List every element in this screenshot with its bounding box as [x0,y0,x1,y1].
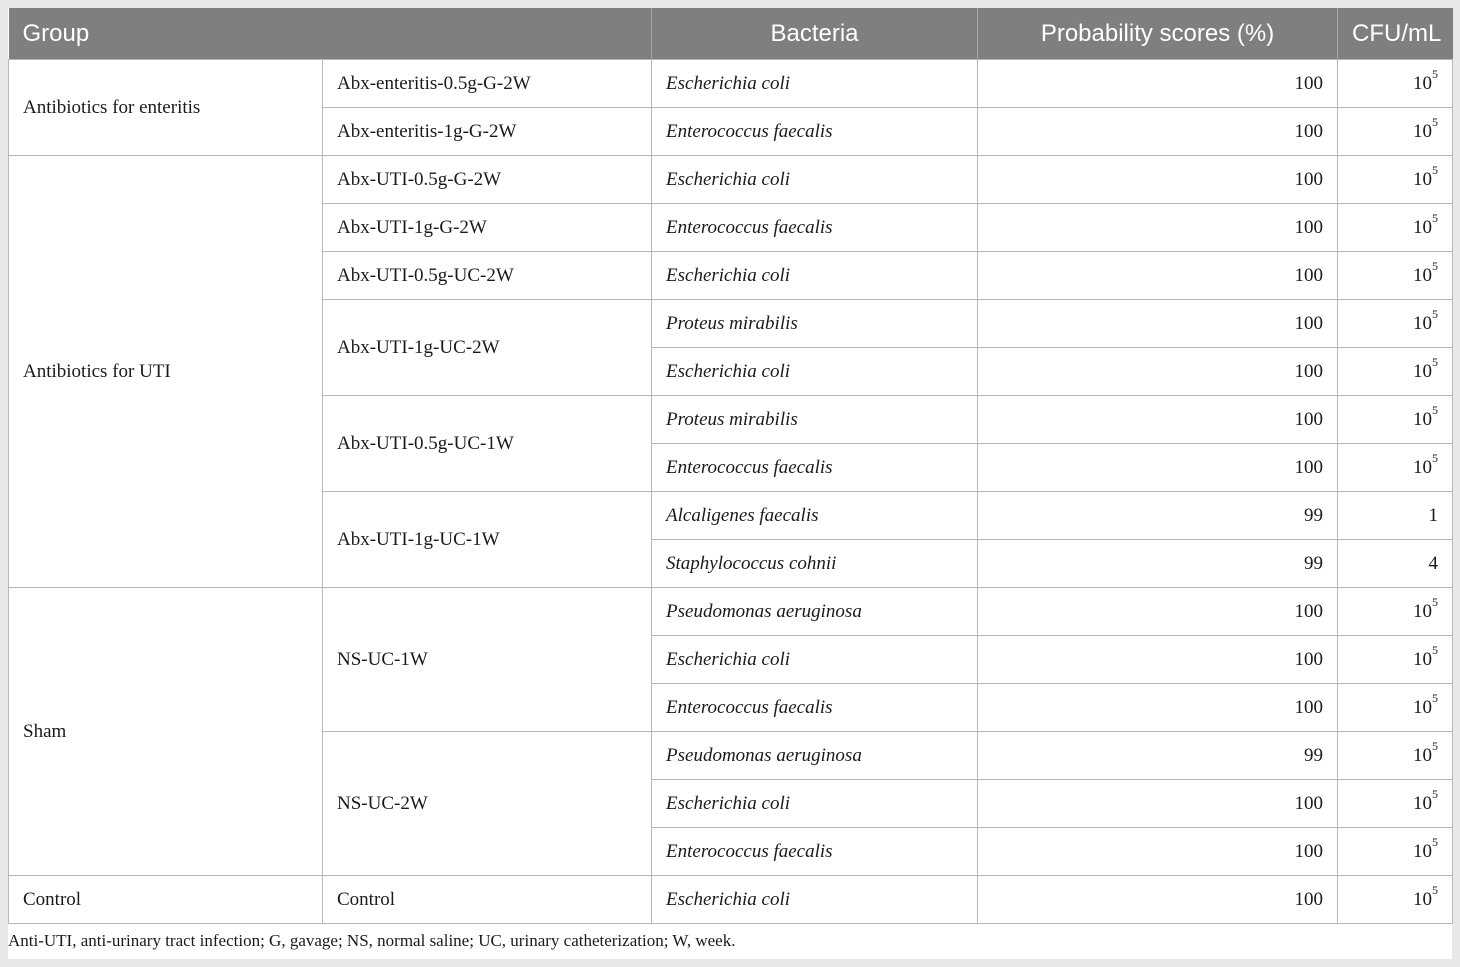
cfu-exponent: 5 [1432,355,1439,370]
bacteria-cell: Enterococcus faecalis [652,108,978,156]
probability-cell: 99 [978,540,1338,588]
bacteria-cell: Staphylococcus cohnii [652,540,978,588]
header-group: Group [9,8,652,60]
group-cell: Antibiotics for UTI [9,156,323,588]
header-cfu: CFU/mL [1338,8,1453,60]
table-header [9,8,1453,60]
cfu-base: 10 [1413,408,1433,430]
cfu-cell [1338,876,1453,924]
cfu-cell [1338,252,1453,300]
probability-cell: 100 [978,444,1338,492]
bacteria-cell: Enterococcus faecalis [652,684,978,732]
cfu-exponent: 5 [1432,739,1439,754]
table-row [9,876,1453,924]
cfu-cell [1338,108,1453,156]
bacteria-cell: Escherichia coli [652,156,978,204]
sample-cell: Abx-UTI-1g-UC-1W [323,492,652,588]
probability-cell: 100 [978,636,1338,684]
table-row [9,588,1453,636]
cfu-cell [1338,204,1453,252]
cfu-exponent: 5 [1432,643,1439,658]
probability-cell: 100 [978,252,1338,300]
cfu-cell [1338,492,1453,540]
cfu-exponent: 5 [1432,691,1439,706]
cfu-base: 10 [1413,168,1433,190]
cfu-exponent: 5 [1432,115,1439,130]
bacteria-cell: Enterococcus faecalis [652,204,978,252]
sample-cell: Abx-enteritis-0.5g-G-2W [323,60,652,108]
cfu-base: 10 [1413,456,1433,478]
sample-cell: Abx-UTI-0.5g-UC-1W [323,396,652,492]
cfu-cell [1338,396,1453,444]
cfu-exponent: 5 [1432,595,1439,610]
probability-cell: 100 [978,780,1338,828]
cfu-cell [1338,684,1453,732]
cfu-exponent: 5 [1432,403,1439,418]
cfu-cell [1338,732,1453,780]
sample-cell: Abx-enteritis-1g-G-2W [323,108,652,156]
cfu-base: 10 [1413,696,1433,718]
table-body [9,60,1453,924]
probability-cell: 100 [978,108,1338,156]
cfu-base: 10 [1413,648,1433,670]
cfu-base: 10 [1413,264,1433,286]
bacteria-cell: Proteus mirabilis [652,396,978,444]
table-footnote: Anti-UTI, anti-urinary tract infection; G, gavage; NS, normal saline; UC, urinary catheterization; W, week. [8,931,736,950]
cfu-exponent: 5 [1432,307,1439,322]
bacteria-cell: Escherichia coli [652,348,978,396]
bacteria-cell: Escherichia coli [652,252,978,300]
cfu-exponent: 5 [1432,67,1439,82]
probability-cell: 100 [978,60,1338,108]
probability-cell: 100 [978,828,1338,876]
probability-cell: 100 [978,876,1338,924]
probability-cell: 99 [978,492,1338,540]
cfu-base: 1 [1428,504,1439,526]
cfu-base: 4 [1428,552,1439,574]
header-probability: Probability scores (%) [978,8,1338,60]
sample-cell: Abx-UTI-1g-UC-2W [323,300,652,396]
cfu-exponent: 5 [1432,163,1439,178]
cfu-base: 10 [1413,792,1433,814]
bacteria-cell: Escherichia coli [652,876,978,924]
probability-cell: 100 [978,204,1338,252]
sample-cell: Abx-UTI-0.5g-UC-2W [323,252,652,300]
cfu-cell [1338,636,1453,684]
cfu-cell [1338,540,1453,588]
cfu-base: 10 [1413,744,1433,766]
probability-cell: 100 [978,348,1338,396]
group-cell: Control [9,876,323,924]
cfu-exponent: 5 [1432,835,1439,850]
sample-cell: NS-UC-2W [323,732,652,876]
probability-cell: 100 [978,156,1338,204]
cfu-exponent: 5 [1432,787,1439,802]
bacteria-cell: Enterococcus faecalis [652,828,978,876]
bacteria-cell: Escherichia coli [652,780,978,828]
table-row [9,156,1453,204]
cfu-base: 10 [1413,600,1433,622]
table-frame [8,8,1452,959]
bacteria-cell: Enterococcus faecalis [652,444,978,492]
sample-cell: Abx-UTI-1g-G-2W [323,204,652,252]
sample-cell: NS-UC-1W [323,588,652,732]
cfu-base: 10 [1413,840,1433,862]
cfu-cell [1338,300,1453,348]
cfu-base: 10 [1413,120,1433,142]
sample-cell: Control [323,876,652,924]
group-cell: Sham [9,588,323,876]
probability-cell: 100 [978,684,1338,732]
bacteria-cell: Alcaligenes faecalis [652,492,978,540]
bacteria-cell: Escherichia coli [652,60,978,108]
cfu-cell [1338,348,1453,396]
cfu-base: 10 [1413,216,1433,238]
probability-cell: 100 [978,300,1338,348]
cfu-cell [1338,444,1453,492]
cfu-base: 10 [1413,312,1433,334]
header-bacteria: Bacteria [652,8,978,60]
probability-cell: 100 [978,396,1338,444]
cfu-exponent: 5 [1432,883,1439,898]
probability-cell: 99 [978,732,1338,780]
bacteria-cell: Pseudomonas aeruginosa [652,732,978,780]
cfu-exponent: 5 [1432,451,1439,466]
bacteria-cell: Pseudomonas aeruginosa [652,588,978,636]
cfu-cell [1338,780,1453,828]
probability-cell: 100 [978,588,1338,636]
cfu-base: 10 [1413,72,1433,94]
group-cell: Antibiotics for enteritis [9,60,323,156]
results-table [8,8,1453,924]
cfu-exponent: 5 [1432,211,1439,226]
table-row [9,60,1453,108]
cfu-base: 10 [1413,360,1433,382]
bacteria-cell: Escherichia coli [652,636,978,684]
cfu-cell [1338,156,1453,204]
cfu-exponent: 5 [1432,259,1439,274]
bacteria-cell: Proteus mirabilis [652,300,978,348]
cfu-cell [1338,60,1453,108]
cfu-cell [1338,828,1453,876]
cfu-base: 10 [1413,888,1433,910]
sample-cell: Abx-UTI-0.5g-G-2W [323,156,652,204]
cfu-cell [1338,588,1453,636]
